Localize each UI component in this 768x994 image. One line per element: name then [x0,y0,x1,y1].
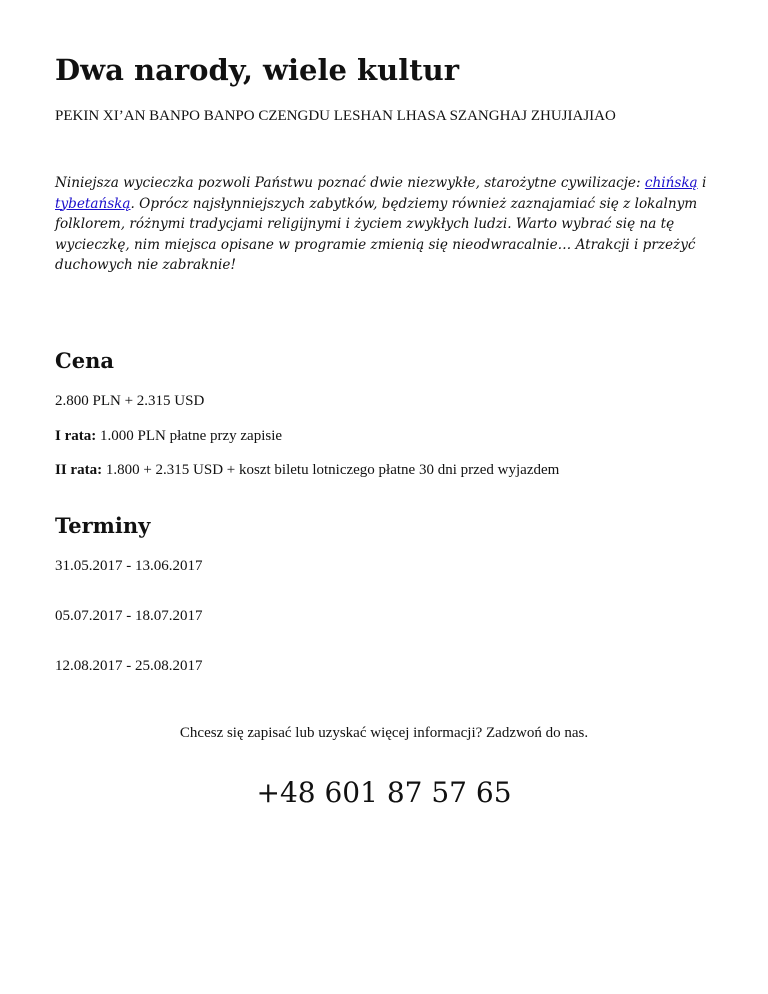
price-rate-2 [55,461,559,479]
price-total: 2.800 PLN + 2.315 USD [55,393,205,409]
rate-1-label: I rata: [55,428,97,444]
chinese-culture-link[interactable]: chińską [644,175,698,191]
cities-list: PEKIN XI’AN BANPO BANPO CZENGDU LESHAN LHASA SZANGHAJ ZHUJIAJIAO [55,108,616,124]
date-range-1: 31.05.2017 - 13.06.2017 [55,558,203,574]
page-title: Dwa narody, wiele kultur [55,53,459,87]
intro-paragraph [55,173,711,276]
dates-heading: Terminy [55,513,151,538]
tibetan-culture-link[interactable]: tybetańską [55,195,131,212]
rate-2-value: 1.800 + 2.315 USD + koszt biletu lotniczego płatne 30 dni przed wyjazdem [102,462,560,478]
price-heading: Cena [55,348,114,373]
date-range-2: 05.07.2017 - 18.07.2017 [55,608,203,624]
date-range-3: 12.08.2017 - 25.08.2017 [55,658,203,674]
intro-text-1: Niniejsza wycieczka pozwoli Państwu poznać dwie niezwykłe, starożytne cywilizacje: [55,175,645,191]
rate-1-value: 1.000 PLN płatne przy zapisie [96,428,283,444]
intro-text-3: . Oprócz najsłynniejszych zabytków, będziemy również zaznajamiać się z lokalnym folklorem, różnymi tradycjami religijnymi i życiem zwykłych ludzi. Warto wybrać się na tę wycieczkę, nim miejsca opisane w programie zmienią się nieodwracalnie… Atrakcji i przeżyć duchowych nie zabraknie! [55,195,698,273]
contact-cta: Chcesz się zapisać lub uzyskać więcej informacji? Zadzwoń do nas. [179,725,589,741]
price-rate-1 [55,427,282,445]
intro-text-2: i [697,175,707,191]
phone-number[interactable]: +48 601 87 57 65 [256,776,512,809]
rate-2-label: II rata: [55,462,103,478]
